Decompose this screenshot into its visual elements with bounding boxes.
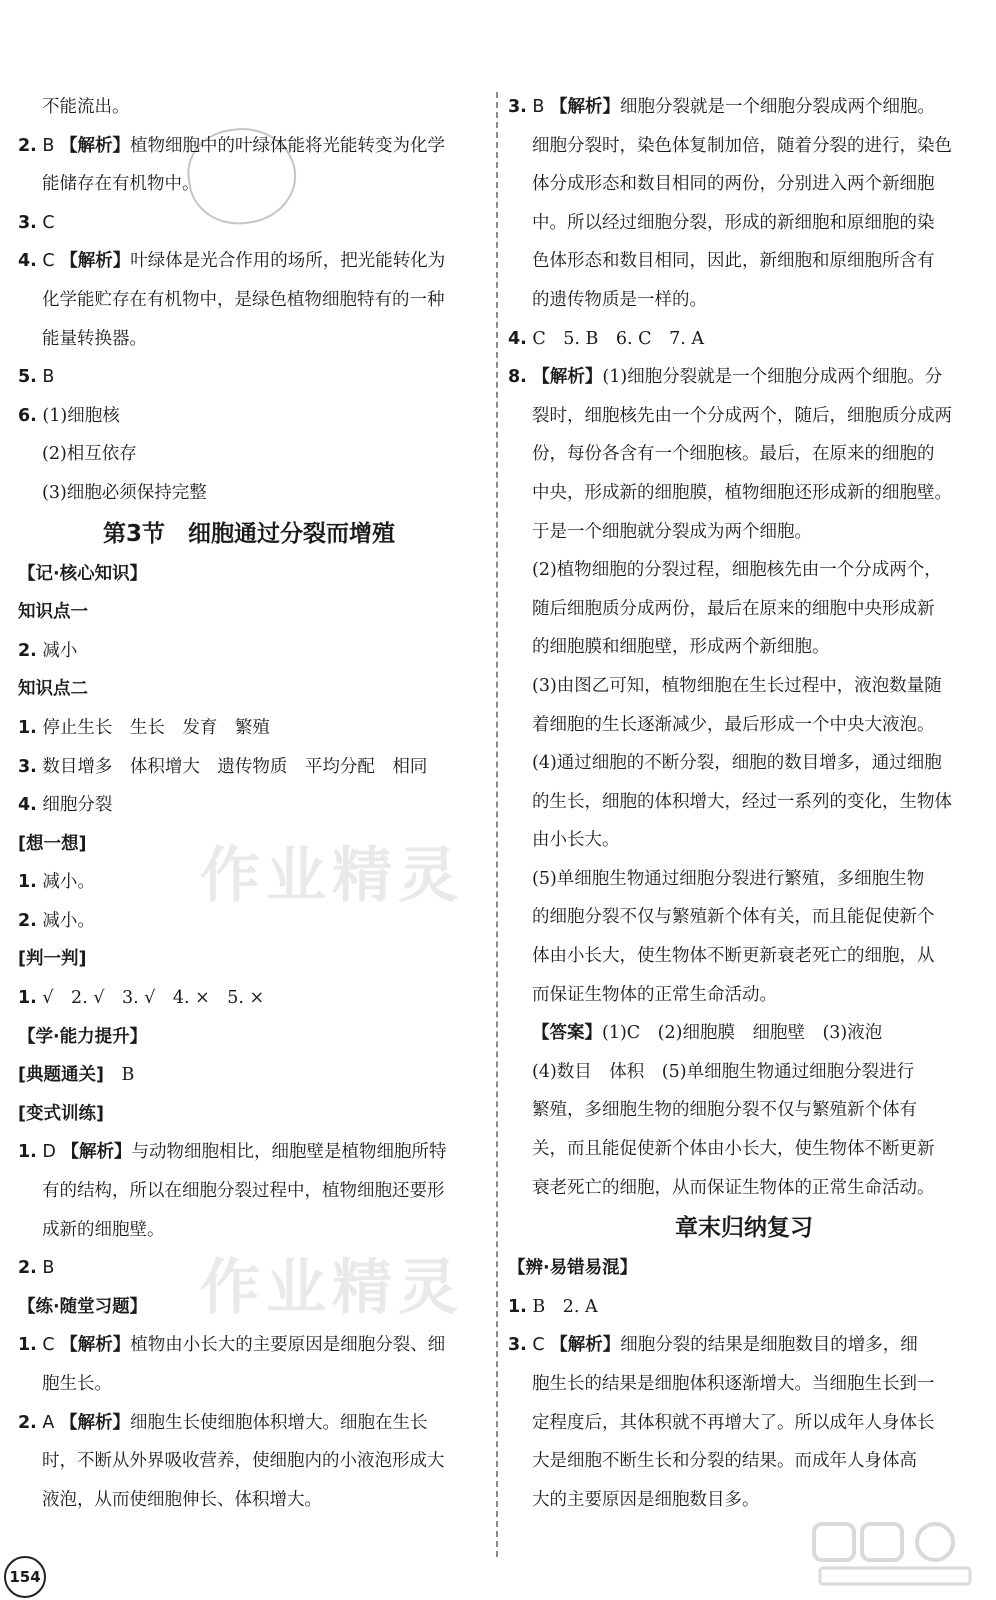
text-line — [508, 1481, 980, 1520]
text-line — [508, 667, 980, 706]
right-column — [508, 88, 980, 1519]
text-line — [18, 1056, 480, 1095]
section-title: 第3节 细胞通过分裂而增殖 — [102, 520, 395, 547]
question-number: 8. — [508, 367, 527, 388]
text-line — [18, 1249, 480, 1288]
text-line — [18, 1133, 480, 1172]
question-number: 4. — [508, 328, 527, 349]
subheading: 【学·能力提升】 — [18, 1026, 148, 1047]
line-text: 不能流出。 — [42, 97, 130, 117]
line-text: (3)细胞必须保持完整 — [42, 482, 207, 503]
text-line — [18, 435, 480, 474]
line-text: 体由小长大，使生物体不断更新衰老死亡的细胞，从 — [532, 946, 935, 967]
question-number: 1. — [18, 988, 37, 1009]
line-text: 能量转换器。 — [42, 328, 147, 349]
text-line — [508, 860, 980, 899]
column-divider — [496, 92, 498, 1557]
line-text: 植物由小长大的主要原因是细胞分裂、细 — [130, 1335, 446, 1356]
text-line — [508, 1404, 980, 1443]
line-text: 减小。 — [42, 872, 95, 893]
subheading: 【记·核心知识】 — [18, 563, 148, 584]
line-text: 随后细胞质分成两份，最后在原来的细胞中央形成新 — [532, 598, 935, 619]
question-number: 1. — [18, 1335, 37, 1356]
text-line — [508, 513, 980, 552]
question-number: 1. — [18, 717, 37, 738]
text-line — [18, 1365, 480, 1404]
page-number-badge: 154 — [4, 1556, 46, 1598]
line-text: 的细胞膜和细胞壁，形成两个新细胞。 — [532, 637, 830, 658]
line-text: 由小长大。 — [532, 830, 620, 851]
text-line — [18, 397, 480, 436]
line-text: C 5. B 6. C 7. A — [532, 328, 704, 349]
text-line — [18, 242, 480, 281]
publisher-watermark-logo — [810, 1518, 980, 1590]
question-number: 6. — [18, 405, 37, 426]
answer-letter: C — [42, 251, 55, 272]
line-text: (1)C (2)细胞膜 细胞壁 (3)液泡 — [602, 1023, 883, 1044]
text-line — [18, 281, 480, 320]
line-text: (2)相互依存 — [42, 444, 137, 465]
text-line — [508, 474, 980, 513]
line-text: 化学能贮存在有机物中，是绿色植物细胞特有的一种 — [42, 289, 445, 310]
line-text: B — [121, 1065, 135, 1086]
text-line — [18, 1095, 480, 1134]
text-line — [508, 1365, 980, 1404]
question-number: 2. — [18, 910, 37, 931]
line-text: 能储存在有机物中。 — [42, 174, 200, 195]
text-line — [508, 937, 980, 976]
text-line — [508, 1014, 980, 1053]
text-line — [18, 979, 480, 1018]
line-text: 植物细胞中的叶绿体能将光能转变为化学 — [130, 135, 445, 156]
line-text: 的细胞分裂不仅与繁殖新个体有关，而且能促使新个 — [532, 907, 935, 928]
question-number: 1. — [508, 1296, 527, 1317]
text-line — [18, 1442, 480, 1481]
line-text: 色体形态和数目相同，因此，新细胞和原细胞所含有 — [532, 251, 935, 272]
text-line — [18, 204, 480, 243]
text-line — [508, 1442, 980, 1481]
text-line — [508, 1169, 980, 1208]
question-number: 3. — [18, 756, 37, 777]
answer-tag: 【解析】 — [61, 1142, 132, 1163]
text-line — [18, 632, 480, 671]
text-line — [18, 88, 480, 127]
line-text: 数目增多 体积增大 遗传物质 平均分配 相同 — [42, 756, 428, 777]
answer-tag: 【解析】 — [550, 1335, 621, 1356]
subheading: 【练·随堂习题】 — [18, 1296, 148, 1317]
text-line — [18, 1211, 480, 1250]
line-text: 叶绿体是光合作用的场所，把光能转化为 — [130, 251, 446, 272]
line-text: 的生长，细胞的体积增大，经过一系列的变化，生物体 — [532, 791, 952, 812]
text-line — [508, 1053, 980, 1092]
text-line — [508, 976, 980, 1015]
text-line — [18, 1018, 480, 1057]
line-text: 中央，形成新的细胞膜，植物细胞还形成新的细胞壁。 — [532, 482, 952, 503]
text-line — [18, 320, 480, 359]
subheading: 【辨·易错易混】 — [508, 1258, 638, 1279]
line-text: 着细胞的生长逐渐减少，最后形成一个中央大液泡。 — [532, 714, 935, 735]
line-text: 细胞分裂时，染色体复制加倍，随着分裂的进行，染色 — [532, 135, 952, 156]
line-text: 而保证生物体的正常生命活动。 — [532, 984, 777, 1005]
text-line — [508, 1326, 980, 1365]
text-line — [508, 242, 980, 281]
text-line — [18, 1404, 480, 1443]
question-number: 2. — [18, 1412, 37, 1433]
question-number: 2. — [18, 1258, 37, 1279]
text-line — [18, 709, 480, 748]
line-text: (1)细胞核 — [42, 405, 120, 426]
text-line — [508, 320, 980, 359]
text-line — [508, 628, 980, 667]
line-text: 细胞分裂就是一个细胞分裂成两个细胞。 — [620, 97, 935, 117]
answer-tag: 【答案】 — [532, 1023, 602, 1044]
text-line — [18, 748, 480, 787]
line-text: 衰老死亡的细胞，从而保证生物体的正常生命活动。 — [532, 1177, 935, 1198]
subheading: 知识点一 — [18, 602, 88, 623]
line-text: 有的结构，所以在细胞分裂过程中，植物细胞还要形 — [42, 1181, 445, 1202]
line-text: 中。所以经过细胞分裂，形成的新细胞和原细胞的染 — [532, 212, 935, 233]
subheading: 知识点二 — [18, 679, 88, 700]
answer-tag: 【解析】 — [60, 135, 130, 156]
line-text: 成新的细胞壁。 — [42, 1219, 165, 1240]
text-line — [18, 474, 480, 513]
question-number: 2. — [18, 135, 37, 156]
text-line — [508, 88, 980, 127]
question-number: 4. — [18, 795, 37, 816]
text-line — [18, 1288, 480, 1327]
watermark-2: 作业精灵 — [200, 1253, 464, 1323]
subheading: [变式训练] — [18, 1103, 104, 1124]
text-line — [508, 1288, 980, 1327]
text-line — [18, 940, 480, 979]
question-number: 3. — [18, 212, 37, 233]
question-number: 3. — [508, 97, 527, 117]
line-text: 裂时，细胞核先由一个分成两个，随后，细胞质分成两 — [532, 405, 952, 426]
answer-tag: 【解析】 — [532, 367, 603, 388]
text-line — [508, 821, 980, 860]
text-line — [508, 706, 980, 745]
question-number: 1. — [18, 1142, 37, 1163]
line-text: (3)由图乙可知，植物细胞在生长过程中，液泡数量随 — [532, 675, 942, 696]
line-text: 的遗传物质是一样的。 — [532, 289, 707, 310]
text-line — [508, 204, 980, 243]
text-line — [508, 127, 980, 166]
question-number: 5. — [18, 367, 37, 388]
text-line — [18, 863, 480, 902]
answer-letter: C — [532, 1335, 545, 1356]
text-line — [508, 783, 980, 822]
answer-tag: 【解析】 — [60, 1335, 131, 1356]
text-line — [18, 1481, 480, 1520]
question-number: 3. — [508, 1335, 527, 1356]
answer-letter: B — [42, 1258, 55, 1279]
question-number: 2. — [18, 640, 37, 661]
question-number: 1. — [18, 872, 37, 893]
text-line — [18, 786, 480, 825]
line-text: 停止生长 生长 发育 繁殖 — [42, 717, 270, 738]
line-text: 胞生长的结果是细胞体积逐渐增大。当细胞生长到一 — [532, 1374, 935, 1394]
text-line — [508, 551, 980, 590]
text-line — [18, 825, 480, 864]
line-text: B 2. A — [532, 1296, 598, 1317]
line-text: (4)数目 体积 (5)单细胞生物通过细胞分裂进行 — [532, 1061, 915, 1082]
answer-letter: B — [42, 367, 55, 388]
text-line — [18, 127, 480, 166]
text-line — [508, 1130, 980, 1169]
line-text: 份，每份各含有一个细胞核。最后，在原来的细胞的 — [532, 444, 935, 465]
line-text: 液泡，从而使细胞伸长、体积增大。 — [42, 1489, 322, 1510]
line-text: 与动物细胞相比，细胞壁是植物细胞所特 — [131, 1142, 447, 1163]
text-line — [508, 435, 980, 474]
question-number: 4. — [18, 251, 37, 272]
line-text: 于是一个细胞就分裂成为两个细胞。 — [532, 521, 812, 542]
line-text: (5)单细胞生物通过细胞分裂进行繁殖，多细胞生物 — [532, 868, 925, 889]
line-text: 关，而且能促使新个体由小长大，使生物体不断更新 — [532, 1139, 935, 1160]
text-line — [508, 358, 980, 397]
text-line — [508, 898, 980, 937]
line-text: 定程度后，其体积就不再增大了。所以成年人身体长 — [532, 1412, 935, 1433]
line-text: 大是细胞不断生长和分裂的结果。而成年人身体高 — [532, 1451, 917, 1472]
line-text: 繁殖，多细胞生物的细胞分裂不仅与繁殖新个体有 — [532, 1100, 917, 1121]
answer-letter: C — [42, 1335, 55, 1356]
line-text: 细胞生长使细胞体积增大。细胞在生长 — [129, 1412, 428, 1433]
text-line — [18, 1172, 480, 1211]
line-text: (2)植物细胞的分裂过程，细胞核先由一个分成两个， — [532, 560, 942, 581]
subheading: [判一判] — [18, 949, 87, 970]
subheading: [典题通关] — [18, 1065, 104, 1086]
text-line — [18, 358, 480, 397]
text-line — [508, 744, 980, 783]
line-text: 胞生长。 — [42, 1374, 112, 1394]
watermark-1: 作业精灵 — [200, 841, 464, 911]
text-line — [18, 555, 480, 594]
text-line — [508, 590, 980, 629]
text-line — [508, 397, 980, 436]
text-line — [18, 902, 480, 941]
left-column — [18, 88, 480, 1519]
text-line — [508, 281, 980, 320]
answer-letter: C — [42, 212, 55, 233]
text-line — [18, 670, 480, 709]
line-text: 时，不断从外界吸收营养，使细胞内的小液泡形成大 — [42, 1451, 445, 1472]
answer-tag: 【解析】 — [60, 251, 131, 272]
line-text: 体分成形态和数目相同的两份，分别进入两个新细胞 — [532, 174, 935, 195]
text-line — [508, 165, 980, 204]
line-text: 细胞分裂 — [42, 795, 113, 816]
text-line — [18, 593, 480, 632]
answer-letter: D — [42, 1142, 56, 1163]
line-text: (4)通过细胞的不断分裂，细胞的数目增多，通过细胞 — [532, 753, 942, 774]
line-text: 减小。 — [42, 910, 95, 931]
answer-letter: A — [42, 1412, 55, 1433]
answer-tag: 【解析】 — [59, 1412, 130, 1433]
text-line — [18, 165, 480, 204]
subheading: [想一想] — [18, 833, 87, 854]
line-text: 大的主要原因是细胞数目多。 — [532, 1489, 760, 1510]
line-text: 减小 — [42, 640, 78, 661]
answer-letter: B — [532, 97, 545, 117]
text-line — [508, 1249, 980, 1288]
text-line — [18, 1326, 480, 1365]
answer-letter: B — [42, 135, 55, 156]
line-text: √ 2. √ 3. √ 4. × 5. × — [42, 988, 265, 1009]
text-line — [508, 1091, 980, 1130]
line-text: 细胞分裂的结果是细胞数目的增多，细 — [620, 1335, 918, 1356]
section-title: 章末归纳复习 — [675, 1215, 813, 1242]
line-text: (1)细胞分裂就是一个细胞分成两个细胞。分 — [602, 367, 943, 388]
answer-tag: 【解析】 — [550, 97, 620, 117]
